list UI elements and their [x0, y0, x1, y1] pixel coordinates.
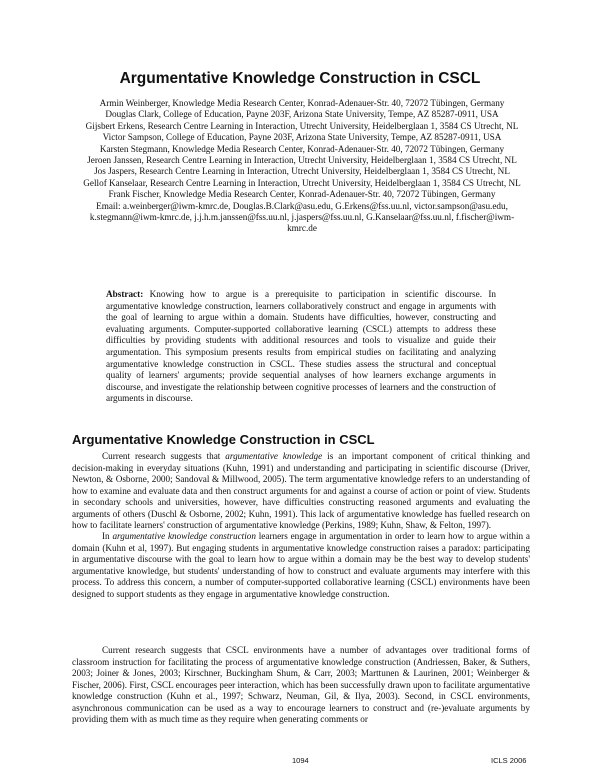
- conference-footer: ICLS 2006: [491, 756, 527, 765]
- body-paragraph-1: Current research suggests that argumentative knowledge is an important component of critical thinking and decision-making in everyday situations (Kuhn, 1991) and understanding and participating in scientific discourse (Driver, Newton, & Osborne, 2000; Sandoval & Millwood, 2005). The term argumentative knowledge refers to an understanding of how to examine and evaluate data and then construct arguments for and against a course of action or point of view. Students in secondary schools and universities, however, have difficulties constructing reasoned arguments and evaluating the arguments of others (Duschl & Osborne, 2002; Kuhn, 1991). This lack of argumentative knowledge has fuelled research on how to facilitate learners' construction of argumentative knowledge (Perkins, 1989; Kuhn, Shaw, & Felton, 1997).: [72, 451, 530, 530]
- author-line: Gellof Kanselaar, Research Centre Learning in Interaction, Utrecht University, Heidelberglaan 1, 3584 CS Utrecht, NL: [83, 177, 521, 188]
- author-line: Armin Weinberger, Knowledge Media Research Center, Konrad-Adenauer-Str. 40, 72072 Tübingen, Germany: [99, 98, 505, 108]
- abstract-label: Abstract:: [106, 289, 144, 299]
- author-line: Victor Sampson, College of Education, Payne 203F, Arizona State University, Tempe, AZ 85287-0911, USA: [102, 132, 502, 143]
- page-number: 1094: [292, 756, 309, 765]
- author-line: Gijsbert Erkens, Research Centre Learning in Interaction, Utrecht University, Heidelberglaan 1, 3584 CS Utrecht, NL: [85, 120, 519, 131]
- author-emails: Email: a.weinberger@iwm-kmrc.de, Douglas.B.Clark@asu.edu, G.Erkens@fss.uu.nl, victor.sampson@asu.edu, k.stegmann@iwm-kmrc.de, j.j.h.m.janssen@fss.uu.nl, j.jaspers@fss.uu.nl, G.Kanselaar@fss.uu.nl, f.fischer@iwm-kmrc.de: [89, 200, 515, 234]
- body-paragraph-3: Current research suggests that CSCL environments have a number of advantages over traditional forms of classroom instruction for facilitating the process of argumentative knowledge construction (Andriessen, Baker, & Suthers, 2003; Joiner & Jones, 2003; Kirschner, Buckingham Shum, & Carr, 2003; Marttunen & Laurinen, 2001; Weinberger & Fischer, 2006). First, CSCL encourages peer interaction, which has been successfully drawn upon to facilitate argumentative knowledge construction (Kuhn et al., 1997; Schwarz, Neuman, Gil, & Ilya, 2003). Second, in CSCL environments, asynchronous communication can be used as a way to encourage learners to construct and (re-)evaluate arguments by providing them with as much time as they require when generating comments or: [72, 645, 530, 724]
- author-line: Douglas Clark, College of Education, Payne 203F, Arizona State University, Tempe, AZ 85287-0911, USA: [105, 109, 499, 120]
- section-heading: Argumentative Knowledge Construction in CSCL: [72, 432, 375, 447]
- author-block: [78, 98, 526, 235]
- abstract-text: Knowing how to argue is a prerequisite to participation in scientific discourse. In argumentative knowledge construction, learners collaboratively construct and engage in arguments with the goal of learning to argue within a domain. Students have difficulties, however, constructing and evaluating arguments. Computer-supported collaborative learning (CSCL) attempts to address these difficulties by providing students with additional resources and tools to visualize and guide their argumentation. This symposium presents results from empirical studies on facilitating and analyzing argumentative knowledge construction in CSCL. These studies assess the structural and conceptual quality of learners' arguments; provide sequential analyses of how learners exchange arguments in discourse, and investigate the relationship between cognitive processes of learners and the construction of arguments in discourse.: [106, 289, 497, 404]
- emphasis-term: argumentative knowledge construction: [112, 531, 256, 541]
- author-line: Jos Jaspers, Research Centre Learning in Interaction, Utrecht University, Heidelberglaan 1, 3584 CS Utrecht, NL: [94, 166, 510, 177]
- emphasis-term: argumentative knowledge: [225, 451, 323, 461]
- body-paragraph-2: In argumentative knowledge construction learners engage in argumentation in order to learn how to argue within a domain (Kuhn et al, 1997). But engaging students in argumentative knowledge construction raises a paradox: participating in argumentative discourse with the goal to learn how to argue within a domain may be the best way to develop students' argumentative knowledge, but students' understanding of how to construct and evaluate arguments may interfere with this process. To address this concern, a number of computer-supported collaborative learning (CSCL) environments have been designed to support students as they engage in argumentative knowledge construction.: [72, 531, 531, 599]
- author-line: Karsten Stegmann, Knowledge Media Research Center, Konrad-Adenauer-Str. 40, 72072 Tübingen, Germany: [99, 143, 505, 154]
- author-line: Jeroen Janssen, Research Centre Learning in Interaction, Utrecht University, Heidelberglaan 1, 3584 CS Utrecht, NL: [87, 155, 517, 166]
- author-line: Frank Fischer, Knowledge Media Research Center, Konrad-Adenauer-Str. 40, 72072 Tübingen, Germany: [108, 189, 496, 200]
- abstract: [106, 289, 496, 405]
- paper-title: Argumentative Knowledge Construction in CSCL: [119, 70, 481, 87]
